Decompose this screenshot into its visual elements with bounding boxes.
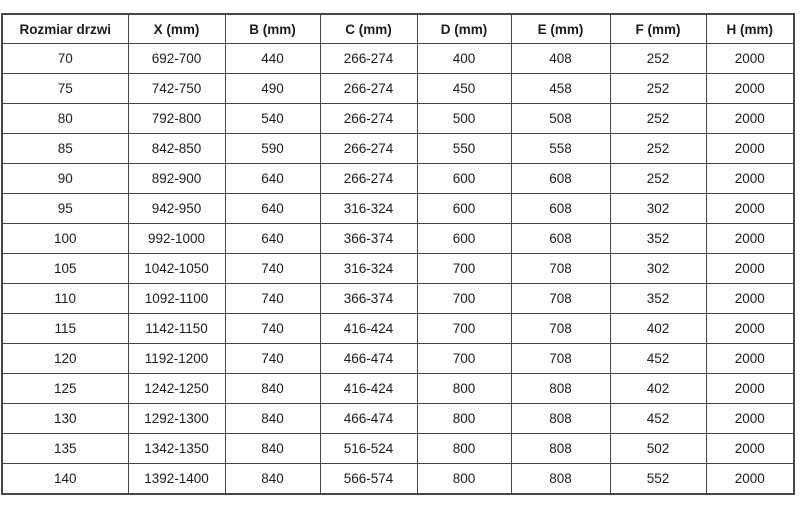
table-cell: 800 <box>417 374 511 404</box>
table-cell: 2000 <box>706 464 794 495</box>
table-cell: 800 <box>417 404 511 434</box>
table-cell: 608 <box>511 224 610 254</box>
table-cell: 550 <box>417 134 511 164</box>
table-cell: 992-1000 <box>128 224 225 254</box>
column-header: D (mm) <box>417 14 511 44</box>
column-header: C (mm) <box>320 14 417 44</box>
column-header: F (mm) <box>610 14 706 44</box>
table-cell: 2000 <box>706 104 794 134</box>
table-cell: 800 <box>417 464 511 495</box>
table-cell: 500 <box>417 104 511 134</box>
table-cell: 1142-1150 <box>128 314 225 344</box>
table-cell: 440 <box>225 44 320 74</box>
column-header: H (mm) <box>706 14 794 44</box>
table-row <box>2 164 794 194</box>
table-cell: 2000 <box>706 224 794 254</box>
table-cell: 130 <box>2 404 128 434</box>
table-cell: 252 <box>610 44 706 74</box>
table-cell: 135 <box>2 434 128 464</box>
table-cell: 840 <box>225 434 320 464</box>
table-cell: 90 <box>2 164 128 194</box>
table-cell: 140 <box>2 464 128 495</box>
table-cell: 2000 <box>706 404 794 434</box>
table-cell: 808 <box>511 404 610 434</box>
table-cell: 800 <box>417 434 511 464</box>
table-cell: 740 <box>225 344 320 374</box>
spec-table <box>1 13 795 495</box>
table-cell: 1392-1400 <box>128 464 225 495</box>
column-header: X (mm) <box>128 14 225 44</box>
table-cell: 452 <box>610 344 706 374</box>
table-cell: 266-274 <box>320 134 417 164</box>
table-cell: 640 <box>225 194 320 224</box>
table-cell: 266-274 <box>320 104 417 134</box>
table-cell: 408 <box>511 44 610 74</box>
table-cell: 840 <box>225 464 320 495</box>
table-row <box>2 74 794 104</box>
table-cell: 692-700 <box>128 44 225 74</box>
column-header: E (mm) <box>511 14 610 44</box>
table-cell: 740 <box>225 254 320 284</box>
table-cell: 840 <box>225 374 320 404</box>
table-cell: 105 <box>2 254 128 284</box>
table-cell: 700 <box>417 314 511 344</box>
table-cell: 700 <box>417 344 511 374</box>
table-cell: 892-900 <box>128 164 225 194</box>
table-cell: 266-274 <box>320 74 417 104</box>
table-cell: 700 <box>417 254 511 284</box>
table-row <box>2 194 794 224</box>
table-cell: 2000 <box>706 344 794 374</box>
table-cell: 842-850 <box>128 134 225 164</box>
table-cell: 600 <box>417 164 511 194</box>
table-cell: 316-324 <box>320 254 417 284</box>
table-cell: 70 <box>2 44 128 74</box>
table-row <box>2 344 794 374</box>
table-cell: 600 <box>417 194 511 224</box>
table-cell: 808 <box>511 374 610 404</box>
table-cell: 252 <box>610 164 706 194</box>
table-cell: 2000 <box>706 44 794 74</box>
table-cell: 2000 <box>706 254 794 284</box>
table-cell: 808 <box>511 434 610 464</box>
table-cell: 466-474 <box>320 344 417 374</box>
table-row <box>2 314 794 344</box>
table-cell: 2000 <box>706 74 794 104</box>
table-cell: 110 <box>2 284 128 314</box>
table-cell: 316-324 <box>320 194 417 224</box>
table-cell: 508 <box>511 104 610 134</box>
table-cell: 466-474 <box>320 404 417 434</box>
table-cell: 366-374 <box>320 284 417 314</box>
table-cell: 540 <box>225 104 320 134</box>
table-header <box>2 14 794 44</box>
table-cell: 95 <box>2 194 128 224</box>
table-cell: 502 <box>610 434 706 464</box>
table-row <box>2 404 794 434</box>
table-cell: 452 <box>610 404 706 434</box>
table-cell: 708 <box>511 254 610 284</box>
header-row <box>2 14 794 44</box>
table-cell: 552 <box>610 464 706 495</box>
table-cell: 2000 <box>706 374 794 404</box>
table-cell: 115 <box>2 314 128 344</box>
table-cell: 400 <box>417 44 511 74</box>
table-cell: 558 <box>511 134 610 164</box>
table-cell: 2000 <box>706 314 794 344</box>
table-cell: 708 <box>511 314 610 344</box>
table-cell: 1192-1200 <box>128 344 225 374</box>
table-cell: 590 <box>225 134 320 164</box>
table-cell: 252 <box>610 104 706 134</box>
table-cell: 252 <box>610 134 706 164</box>
table-cell: 700 <box>417 284 511 314</box>
table-cell: 2000 <box>706 284 794 314</box>
table-cell: 416-424 <box>320 314 417 344</box>
table-row <box>2 104 794 134</box>
table-cell: 566-574 <box>320 464 417 495</box>
table-row <box>2 464 794 495</box>
table-cell: 402 <box>610 374 706 404</box>
table-cell: 600 <box>417 224 511 254</box>
table-cell: 2000 <box>706 194 794 224</box>
table-row <box>2 134 794 164</box>
table-cell: 516-524 <box>320 434 417 464</box>
column-header: Rozmiar drzwi <box>2 14 128 44</box>
table-cell: 100 <box>2 224 128 254</box>
table-cell: 1042-1050 <box>128 254 225 284</box>
table-cell: 2000 <box>706 434 794 464</box>
table-cell: 808 <box>511 464 610 495</box>
table-cell: 302 <box>610 194 706 224</box>
table-cell: 252 <box>610 74 706 104</box>
table-cell: 740 <box>225 314 320 344</box>
table-row <box>2 434 794 464</box>
table-cell: 2000 <box>706 164 794 194</box>
table-cell: 792-800 <box>128 104 225 134</box>
table-cell: 416-424 <box>320 374 417 404</box>
table-cell: 352 <box>610 224 706 254</box>
table-cell: 402 <box>610 314 706 344</box>
table-body <box>2 44 794 495</box>
table-cell: 366-374 <box>320 224 417 254</box>
table-cell: 1292-1300 <box>128 404 225 434</box>
table-cell: 608 <box>511 164 610 194</box>
table-row <box>2 44 794 74</box>
table-cell: 302 <box>610 254 706 284</box>
table-cell: 608 <box>511 194 610 224</box>
table-cell: 266-274 <box>320 44 417 74</box>
table-cell: 640 <box>225 164 320 194</box>
table-cell: 125 <box>2 374 128 404</box>
table-row <box>2 284 794 314</box>
table-cell: 490 <box>225 74 320 104</box>
table-row <box>2 224 794 254</box>
table-cell: 450 <box>417 74 511 104</box>
table-cell: 458 <box>511 74 610 104</box>
table-row <box>2 374 794 404</box>
table-cell: 120 <box>2 344 128 374</box>
table-cell: 75 <box>2 74 128 104</box>
table-cell: 708 <box>511 284 610 314</box>
table-cell: 352 <box>610 284 706 314</box>
table-cell: 840 <box>225 404 320 434</box>
table-cell: 1342-1350 <box>128 434 225 464</box>
table-cell: 942-950 <box>128 194 225 224</box>
table-cell: 640 <box>225 224 320 254</box>
table-cell: 740 <box>225 284 320 314</box>
table-cell: 1242-1250 <box>128 374 225 404</box>
table-cell: 2000 <box>706 134 794 164</box>
table-cell: 708 <box>511 344 610 374</box>
table-cell: 1092-1100 <box>128 284 225 314</box>
table-cell: 80 <box>2 104 128 134</box>
column-header: B (mm) <box>225 14 320 44</box>
table-cell: 266-274 <box>320 164 417 194</box>
table-cell: 742-750 <box>128 74 225 104</box>
table-row <box>2 254 794 284</box>
table-cell: 85 <box>2 134 128 164</box>
